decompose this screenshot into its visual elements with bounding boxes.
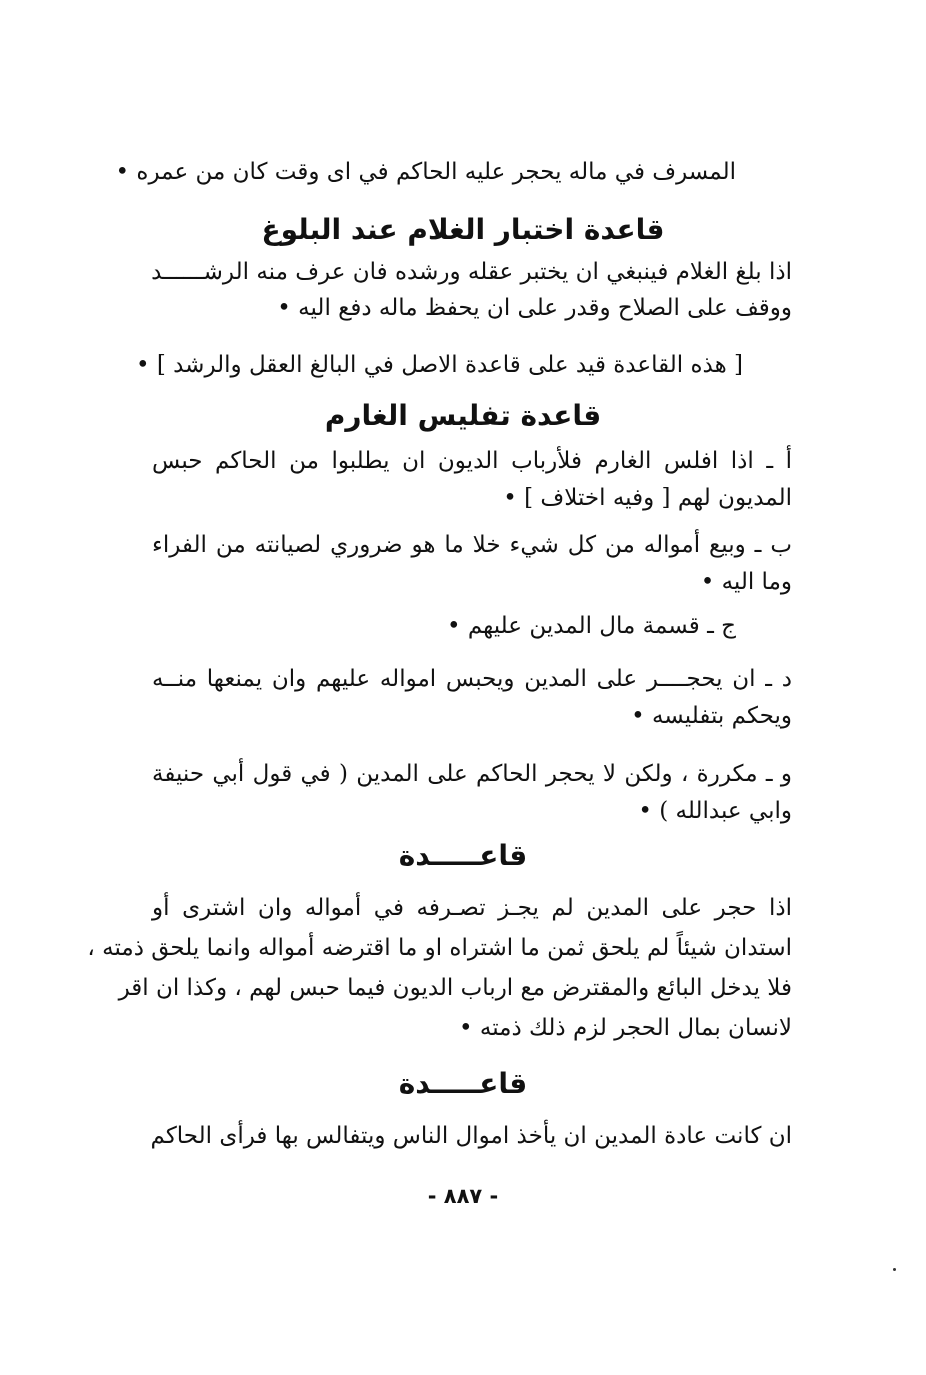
list-item-line: ويحكم بتفليسه • [631, 703, 792, 729]
list-item-line: وابي عبدالله ) • [638, 798, 792, 824]
paragraph-line: ووقف على الصلاح وقدر على ان يحفظ ماله دفع اليه • [277, 295, 792, 321]
paragraph-line: اذا بلغ الغلام فينبغي ان يختبر عقله ورشده فان عرف منه الرشــــــد [151, 259, 792, 285]
paragraph-line: اذا حجر على المدين لم يجـز تصـرفه في أمواله وان اشترى أو [152, 895, 792, 921]
list-item-line: ج ـ قسمة مال المدين عليهم • [446, 613, 736, 639]
scan-speck [893, 1268, 896, 1271]
page-number: - ٨٨٧ - [427, 1184, 499, 1208]
paragraph-line: ان كانت عادة المدين ان يأخذ اموال الناس ويتفالس بها فرأى الحاكم [150, 1123, 792, 1149]
paragraph-line: لانسان بمال الحجر لزم ذلك ذمته • [459, 1015, 792, 1041]
list-item-line: و ـ مكررة ، ولكن لا يحجر الحاكم على المدين ( في قول أبي حنيفة [152, 761, 792, 787]
list-item-line: المديون لهم [ وفيه اختلاف ] • [503, 485, 792, 511]
paragraph-line: فلا يدخل البائع والمقترض مع ارباب الديون فيما حبس لهم ، وكذا ان اقر [118, 975, 792, 1001]
list-item-line: د ـ ان يحجــــر على المدين ويحبس امواله عليهم وان يمنعها منــه [152, 666, 792, 692]
section-heading-guardian-test: قاعدة اختبار الغلام عند البلوغ [261, 213, 665, 246]
section-heading-rule: قاعـــــدة [398, 839, 528, 872]
list-item-line: وما اليه • [700, 569, 792, 595]
opening-line: المسرف في ماله يحجر عليه الحاكم في اى وقت كان من عمره • [115, 159, 736, 185]
section-heading-bankruptcy: قاعدة تفليس الغارم [324, 399, 602, 432]
paragraph-line: استدان شيئاً لم يلحق ثمن ما اشتراه او ما اقترضه أمواله وانما يلحق ذمته ، [87, 935, 792, 961]
list-item-line: أ ـ اذا افلس الغارم فلأرباب الديون ان يطلبوا من الحاكم حبس [152, 448, 792, 474]
section-heading-rule: قاعـــــدة [398, 1067, 528, 1100]
section-note: [ هذه القاعدة قيد على قاعدة الاصل في البالغ العقل والرشد ] • [135, 352, 743, 378]
list-item-line: ب ـ وبيع أمواله من كل شيء خلا ما هو ضروري لصيانته من الفراء [152, 532, 792, 558]
